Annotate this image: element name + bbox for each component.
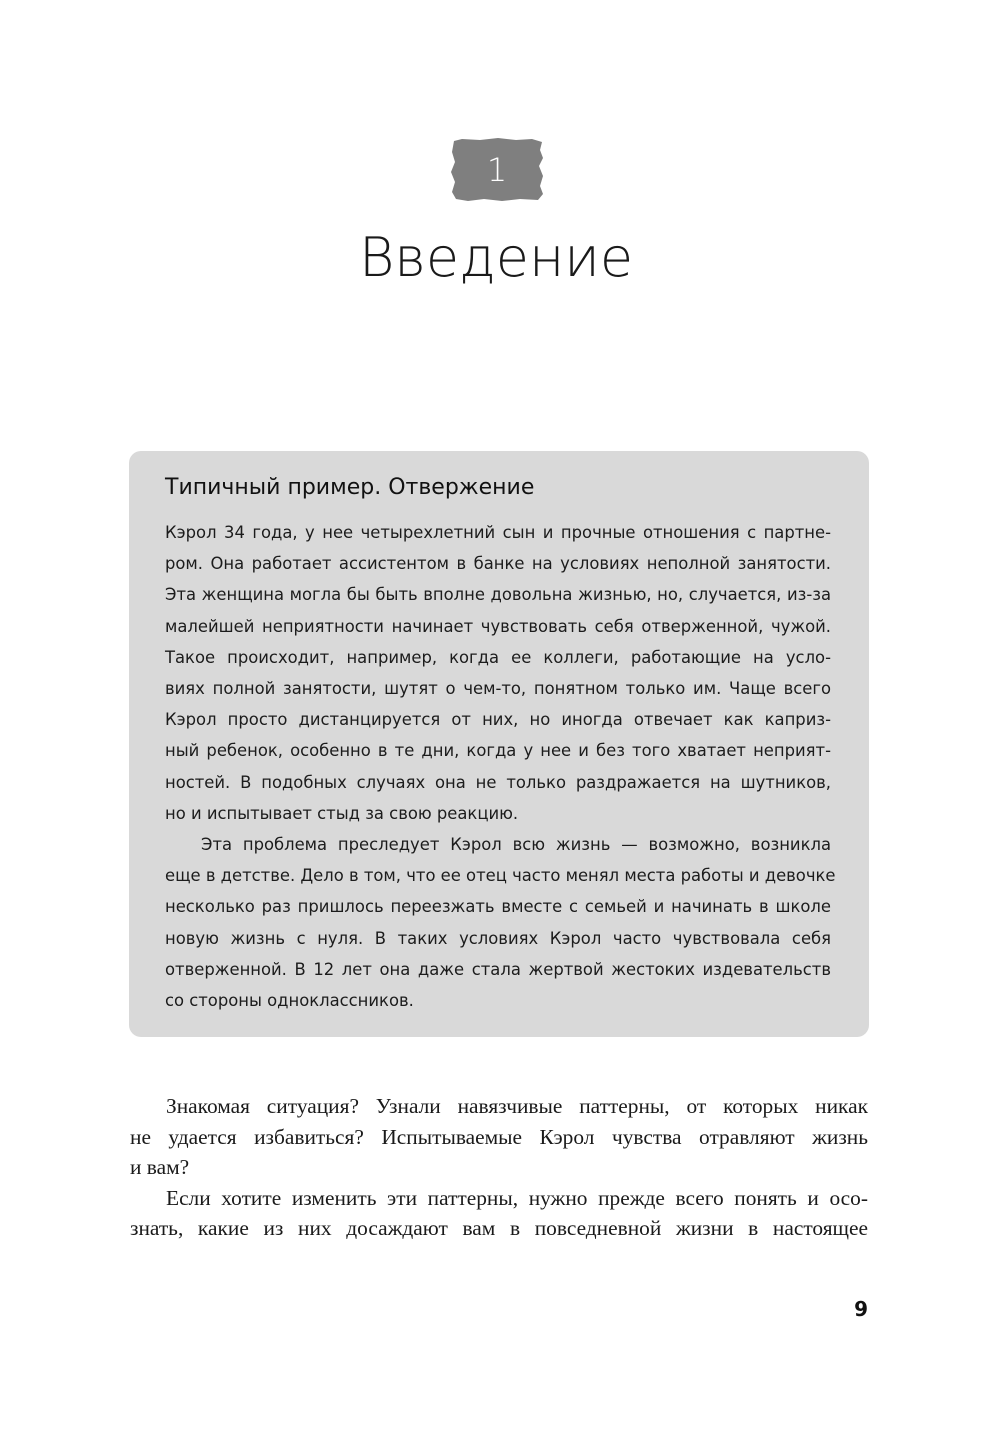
case-line: еще в детстве. Дело в том, что ее отец часто менял места работы и девочке <box>165 866 836 886</box>
body-text <box>130 1091 868 1244</box>
case-line: ный ребенок, особенно в те дни, когда у нее и без того хватает неприят- <box>165 741 831 761</box>
case-line: Такое происходит, например, когда ее коллеги, работающие на усло- <box>165 647 831 667</box>
chapter-number: 1 <box>486 151 508 189</box>
case-title: Типичный пример. Отвержение <box>165 475 535 500</box>
case-line: но и испытывает стыд за свою реакцию. <box>165 803 519 823</box>
case-line: Эта проблема преследует Кэрол всю жизнь — возможно, возникла <box>201 835 831 855</box>
body-line: и вам? <box>130 1155 190 1180</box>
case-line: отверженной. В 12 лет она даже стала жертвой жестоких издевательств <box>165 959 831 979</box>
chapter-badge <box>450 138 544 202</box>
case-line: несколько раз пришлось переезжать вместе с семьей и начинать в школе <box>165 897 831 917</box>
page-number: 9 <box>854 1297 868 1321</box>
case-line: Эта женщина могла бы быть вполне довольна жизнью, но, случается, из-за <box>165 585 831 605</box>
case-line: Кэрол просто дистанцируется от них, но иногда отвечает как каприз- <box>165 710 831 730</box>
body-line: знать, какие из них досаждают вам в повседневной жизни в настоящее <box>130 1216 868 1241</box>
chapter-title: Введение <box>358 226 634 289</box>
body-line: не удается избавиться? Испытываемые Кэрол чувства отравляют жизнь <box>130 1124 868 1149</box>
body-line: Если хотите изменить эти паттерны, нужно прежде всего понять и осо- <box>166 1185 868 1210</box>
case-line: со стороны одноклассников. <box>165 991 414 1011</box>
case-example-box <box>129 451 869 1037</box>
case-line: малейшей неприятности начинает чувствовать себя отверженной, чужой. <box>165 616 831 636</box>
body-line: Знакомая ситуация? Узнали навязчивые паттерны, от которых никак <box>166 1094 868 1118</box>
case-line: ром. Она работает ассистентом в банке на условиях неполной занятости. <box>165 554 831 574</box>
case-line: Кэрол 34 года, у нее четырехлетний сын и прочные отношения с партне- <box>165 523 831 542</box>
case-line: виях полной занятости, шутят о чем-то, понятном только им. Чаще всего <box>165 679 831 699</box>
case-line: ностей. В подобных случаях она не только раздражается на шутников, <box>165 772 831 792</box>
case-line: новую жизнь с нуля. В таких условиях Кэрол часто чувствовала себя <box>165 928 831 948</box>
